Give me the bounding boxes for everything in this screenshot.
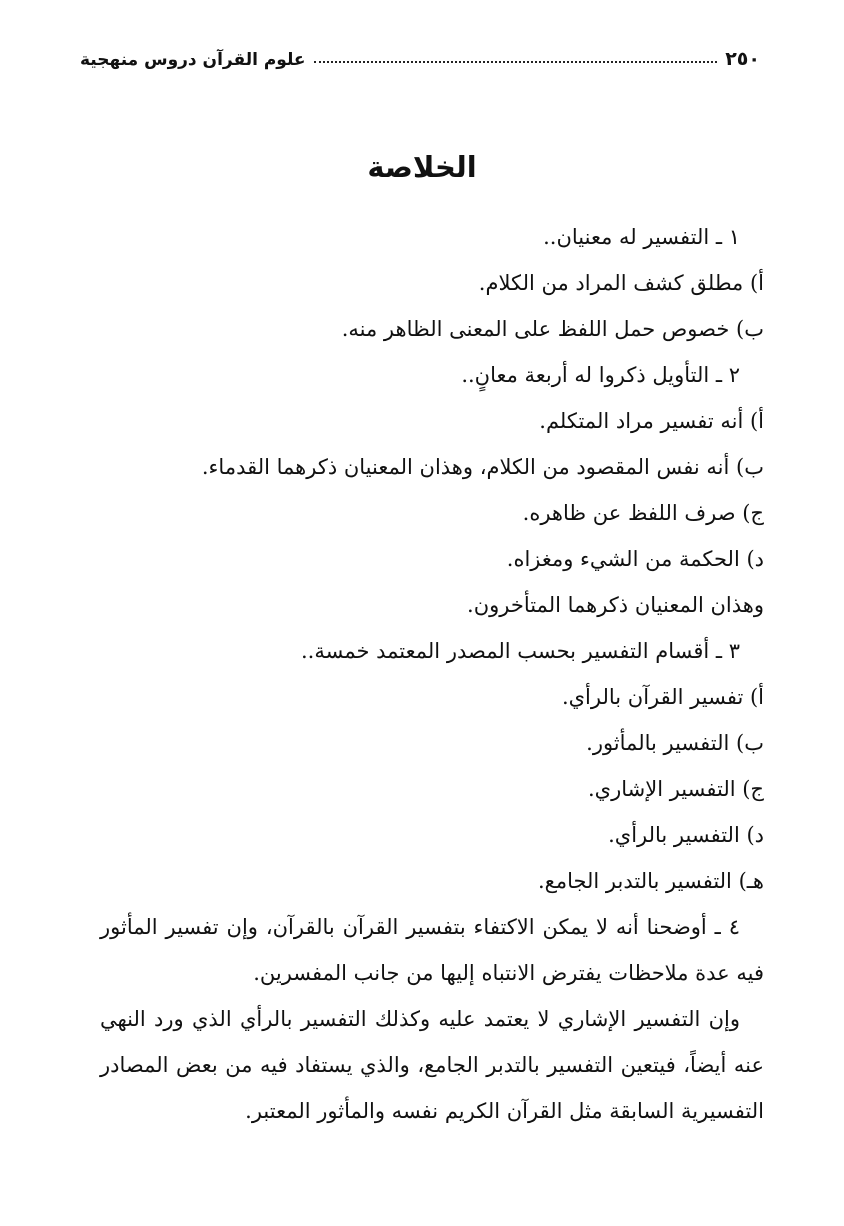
summary-subpoint: أ) تفسير القرآن بالرأي. bbox=[561, 685, 764, 709]
summary-paragraph: ٤ ـ أوضحنا أنه لا يمكن الاكتفاء بتفسير القرآن بالقرآن، وإن تفسير المأثور فيه عدة ملاحظات يفترض الانتباه إليها من جانب المفسرين. bbox=[100, 915, 764, 985]
summary-subpoint: ج) التفسير الإشاري. bbox=[587, 777, 764, 801]
summary-subpoint: ب) أنه نفس المقصود من الكلام، وهذان المعنيان ذكرهما القدماء. bbox=[201, 455, 764, 479]
running-header bbox=[80, 36, 760, 70]
header-dot-leader bbox=[314, 60, 718, 63]
body-text bbox=[100, 214, 764, 1134]
summary-subpoint: ج) صرف اللفظ عن ظاهره. bbox=[522, 501, 764, 525]
page-number: ٢٥٠ bbox=[725, 48, 760, 70]
summary-subpoint: ب) خصوص حمل اللفظ على المعنى الظاهر منه. bbox=[341, 317, 764, 341]
running-title: علوم القرآن دروس منهجية bbox=[80, 50, 306, 70]
summary-paragraph: وإن التفسير الإشاري لا يعتمد عليه وكذلك التفسير بالرأي الذي ورد النهي عنه أيضاً، فيتعين التفسير بالتدبر الجامع، والذي يستفاد فيه من بعض المصادر التفسيرية السابقة مثل القرآن الكريم نفسه والمأثور المعتبر. bbox=[100, 1007, 764, 1123]
summary-subpoint: أ) أنه تفسير مراد المتكلم. bbox=[539, 409, 764, 433]
summary-subpoint: د) الحكمة من الشيء ومغزاه. bbox=[506, 547, 764, 571]
summary-subpoint: د) التفسير بالرأي. bbox=[608, 823, 764, 847]
summary-point: ٢ ـ التأويل ذكروا له أربعة معانٍ.. bbox=[461, 363, 740, 387]
summary-point: ١ ـ التفسير له معنيان.. bbox=[543, 225, 740, 249]
summary-subpoint: أ) مطلق كشف المراد من الكلام. bbox=[478, 271, 764, 295]
summary-note: وهذان المعنيان ذكرهما المتأخرون. bbox=[467, 593, 764, 617]
summary-subpoint: ب) التفسير بالمأثور. bbox=[586, 731, 764, 755]
summary-subpoint: هـ) التفسير بالتدبر الجامع. bbox=[537, 869, 764, 893]
section-title: الخلاصة bbox=[367, 150, 477, 184]
summary-point: ٣ ـ أقسام التفسير بحسب المصدر المعتمد خمسة.. bbox=[301, 639, 740, 663]
